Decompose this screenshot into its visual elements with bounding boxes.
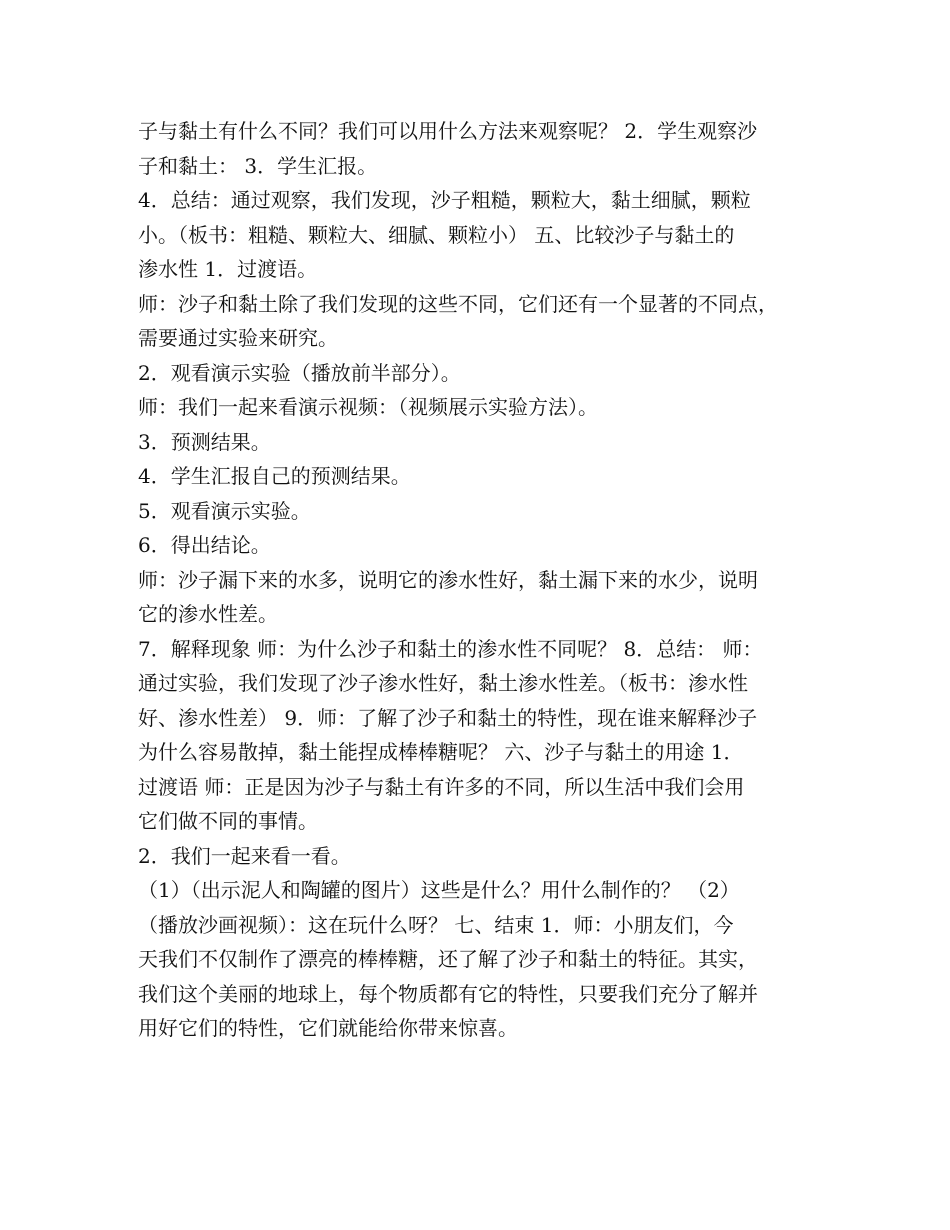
text-line: 需要通过实验来研究。: [138, 326, 338, 350]
text-line: 7．解释现象 师：为什么沙子和黏土的渗水性不同呢？ 8．总结： 师：: [138, 636, 763, 661]
text-line: 天我们不仅制作了漂亮的棒棒糖，还了解了沙子和黏土的特征。其实，: [138, 947, 758, 971]
text-line: 通过实验，我们发现了沙子渗水性好，黏土渗水性差。（板书：渗水性: [138, 671, 748, 695]
text-line: 2．我们一起来看一看。: [138, 843, 351, 868]
text-line: 小。（板书：粗糙、颗粒大、细腻、颗粒小） 五、比较沙子与黏土的: [138, 222, 735, 247]
text-line: 子和黏土： 3．学生汇报。: [138, 153, 378, 178]
text-line: （1）（出示泥人和陶罐的图片）这些是什么？用什么制作的？ （2）: [138, 878, 740, 902]
text-line: 师：我们一起来看演示视频：（视频展示实验方法）。: [138, 395, 598, 419]
text-line: 师：沙子漏下来的水多，说明它的渗水性好，黏土漏下来的水少，说明: [138, 567, 758, 592]
text-line: 4．总结：通过观察，我们发现，沙子粗糙，颗粒大，黏土细腻，颗粒: [138, 188, 751, 212]
text-line: 它们做不同的事情。: [138, 809, 318, 833]
text-line: 用好它们的特性，它们就能给你带来惊喜。: [138, 1016, 518, 1040]
text-line: 渗水性 1．过渡语。: [138, 257, 318, 281]
text-line: 子与黏土有什么不同？我们可以用什么方法来观察呢？ 2．学生观察沙: [138, 119, 758, 143]
text-line: 师：沙子和黏土除了我们发现的这些不同，它们还有一个显著的不同点，: [138, 291, 778, 316]
text-line: （播放沙画视频）：这在玩什么呀？ 七、结束 1．师：小朋友们，今: [138, 912, 734, 937]
text-line: 6．得出结论。: [138, 533, 271, 557]
text-line: 我们这个美丽的地球上，每个物质都有它的特性，只要我们充分了解并: [138, 981, 758, 1006]
text-line: 4．学生汇报自己的预测结果。: [138, 464, 411, 488]
text-line: 过渡语 师：正是因为沙子与黏土有许多的不同，所以生活中我们会用: [138, 774, 745, 799]
text-line: 为什么容易散掉，黏土能捏成棒棒糖呢？ 六、沙子与黏土的用途 1．: [138, 740, 744, 764]
document-body: [138, 114, 828, 1046]
text-line: 5．观看演示实验。: [138, 498, 311, 523]
text-line: 好、渗水性差） 9．师：了解了沙子和黏土的特性，现在谁来解释沙子: [138, 705, 758, 730]
text-line: 它的渗水性差。: [138, 602, 278, 626]
text-line: 3．预测结果。: [138, 429, 271, 454]
text-line: 2．观看演示实验（播放前半部分）。: [138, 360, 461, 385]
